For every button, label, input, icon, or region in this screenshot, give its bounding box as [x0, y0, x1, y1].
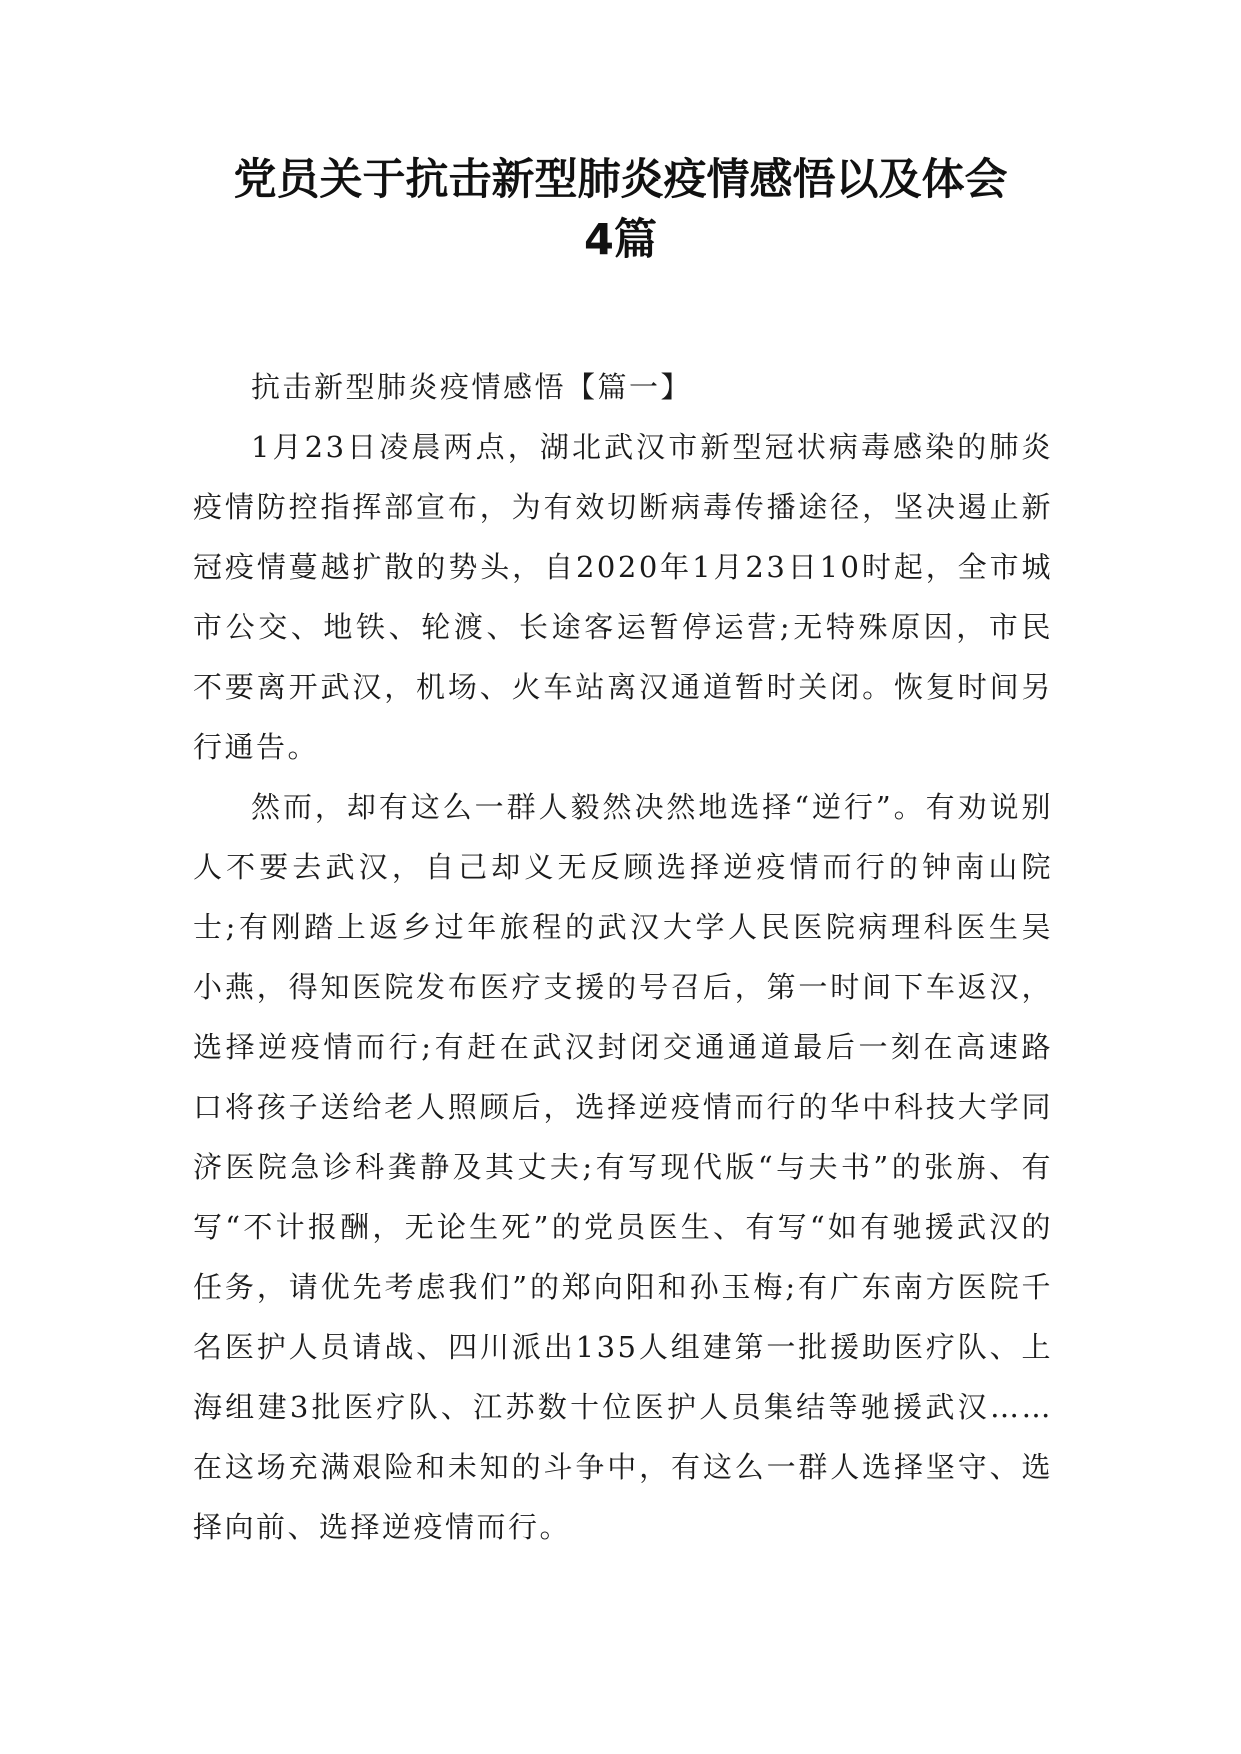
document-title [150, 150, 1091, 270]
document-body [193, 357, 1053, 1557]
title-line-1: 党员关于抗击新型肺炎疫情感悟以及体会 [233, 155, 1008, 205]
title-line-2: 4篇 [584, 215, 657, 265]
section-heading: 抗击新型肺炎疫情感悟【篇一】 [251, 370, 693, 404]
paragraph-2: 然而，却有这么一群人毅然决然地选择“逆行”。有劝说别人不要去武汉，自己却义无反顾选择逆疫情而行的钟南山院士;有刚踏上返乡过年旅程的武汉大学人民医院病理科医生吴小燕，得知医院发布医疗支援的号召后，第一时间下车返汉，选择逆疫情而行;有赶在武汉封闭交通通道最后一刻在高速路口将孩子送给老人照顾后，选择逆疫情而行的华中科技大学同济医院急诊科龚静及其丈夫;有写现代版“与夫书”的张旃、有写“不计报酬，无论生死”的党员医生、有写“如有驰援武汉的任务，请优先考虑我们”的郑向阳和孙玉梅;有广东南方医院千名医护人员请战、四川派出135人组建第一批援助医疗队、上海组建3批医疗队、江苏数十位医护人员集结等驰援武汉……在这场充满艰险和未知的斗争中，有这么一群人选择坚守、选择向前、选择逆疫情而行。 [193, 790, 1053, 1544]
paragraph-1: 1月23日凌晨两点，湖北武汉市新型冠状病毒感染的肺炎疫情防控指挥部宣布，为有效切断病毒传播途径，坚决遏止新冠疫情蔓越扩散的势头，自2020年1月23日10时起，全市城市公交、地铁、轮渡、长途客运暂停运营;无特殊原因，市民不要离开武汉，机场、火车站离汉通道暂时关闭。恢复时间另行通告。 [193, 430, 1053, 764]
